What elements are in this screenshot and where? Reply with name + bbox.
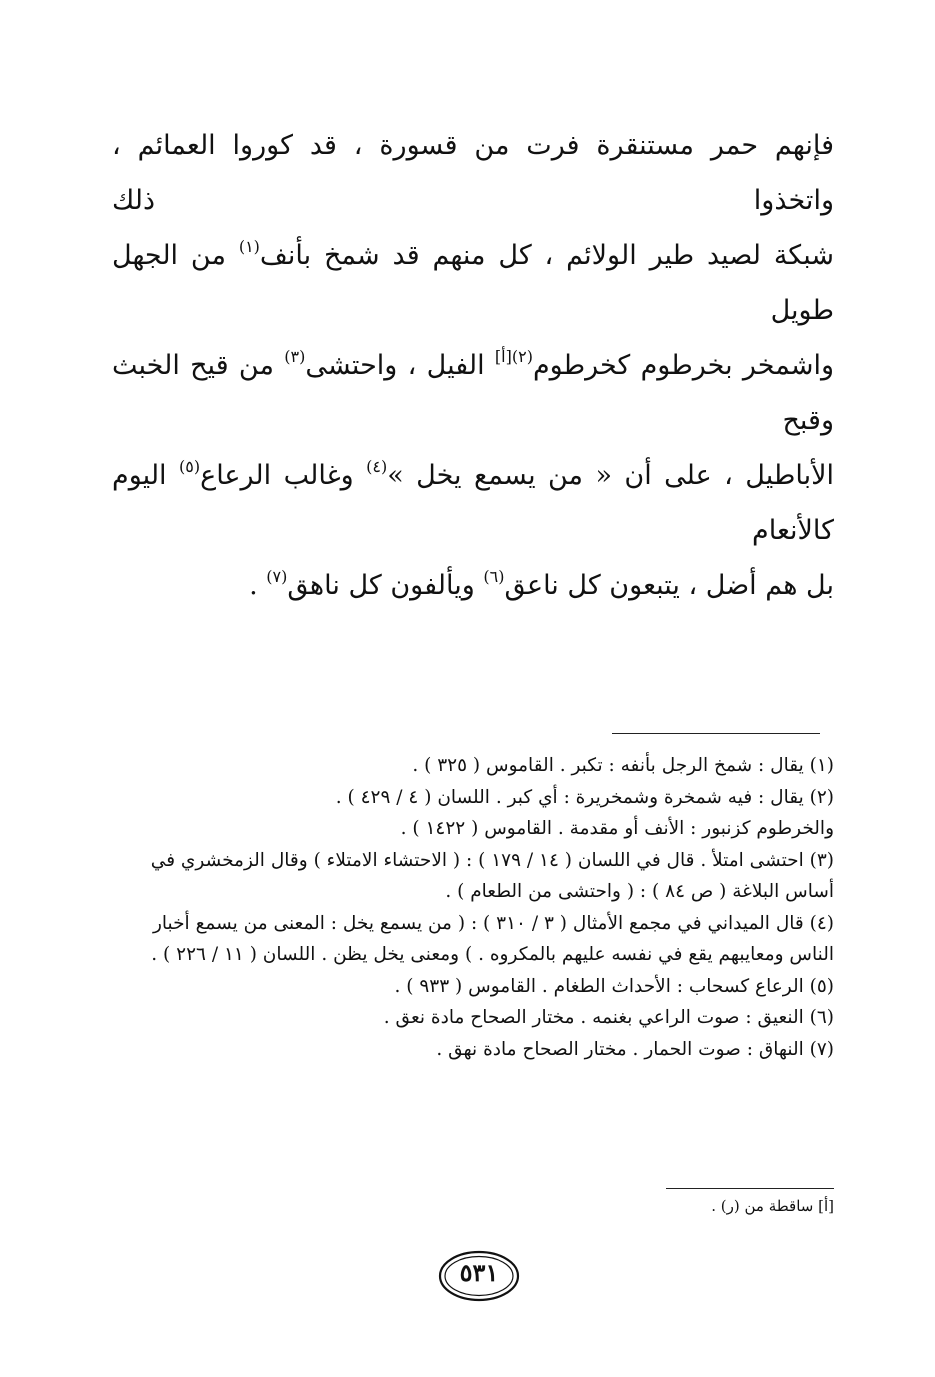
editor-note-ref: [أ] [494, 347, 512, 366]
page-number [437, 1248, 521, 1304]
footnote: (٢) يقال : فيه شمخرة وشمخريرة : أي كبر . اللسان ( ٤ / ٤٢٩ ) . [335, 786, 834, 808]
footnotes [112, 750, 834, 1065]
footnote-ref: (٧) [266, 567, 288, 586]
footnote-ref: (٦) [483, 567, 505, 586]
footnote: (٦) النعيق : صوت الراعي بغنمه . مختار الصحاح مادة نعق . [383, 1007, 834, 1028]
footnote-ref: (١) [238, 237, 260, 256]
footnote-ref: (٥) [178, 457, 201, 476]
text-line: بل هم أضل ، يتبعون كل ناعق$^{(٦)}$ ويألفون كل ناهق$^{(٧)}$ . [249, 567, 834, 601]
text-line: واشمخر بخرطوم كخرطوم$^{(٢)[أ]}$ الفيل ، واحتشى$^{(٣)}$ من قيح الخبث وقبح [112, 347, 834, 436]
footnote-ref: (٣) [284, 347, 306, 366]
text-line: فإنهم حمر مستنقرة فرت من قسورة ، قد كوروا العمائم ، واتخذوا ذلك [112, 130, 834, 216]
page-number-text: ٥٣١ [459, 1258, 499, 1287]
footnote: (٣) احتشى امتلأ . قال في اللسان ( ١٤ / ١٧٩ ) : ( الاحتشاء الامتلاء ) وقال الزمخشري في [150, 849, 834, 871]
text-line: شبكة لصيد طير الولائم ، كل منهم قد شمخ بأنف$^{(١)}$ من الجهل طويل [112, 237, 834, 326]
footnote: (١) يقال : شمخ الرجل بأنفه : تكبر . القاموس ( ٣٢٥ ) . [412, 755, 834, 776]
footnote-ref: (٤) [366, 457, 388, 476]
footnote: (٥) الرعاع كسحاب : الأحداث الطغام . القاموس ( ٩٣٣ ) . [394, 975, 834, 997]
footnote: (٤) قال الميداني في مجمع الأمثال ( ٣ / ٣١٠ ) : ( من يسمع يخل : المعنى من يسمع أخبار [152, 912, 834, 934]
footnote-separator [612, 733, 820, 734]
footnote: (٧) النهاق : صوت الحمار . مختار الصحاح مادة نهق . [436, 1038, 834, 1060]
editor-note: [أ] ساقطة من (ر) . [711, 1197, 834, 1215]
main-text [112, 118, 834, 613]
text-line: الأباطيل ، على أن « من يسمع يخل »$^{(٤)}$ وغالب الرعاع$^{(٥)}$ اليوم كالأنعام [112, 457, 834, 546]
footnote: والخرطوم كزنبور : الأنف أو مقدمة . القاموس ( ١٤٢٢ ) . [400, 818, 834, 839]
footnote-ref: (٢) [511, 347, 533, 366]
editor-note-separator [666, 1188, 834, 1189]
footnote: الناس ومعايبهم يقع في نفسه عليهم بالمكروه . ) ومعنى يخل يظن . اللسان ( ١١ / ٢٢٦ ) . [151, 944, 834, 965]
footnote: أساس البلاغة ( ص ٨٤ ) : ( واحتشى من الطعام ) . [445, 881, 834, 902]
